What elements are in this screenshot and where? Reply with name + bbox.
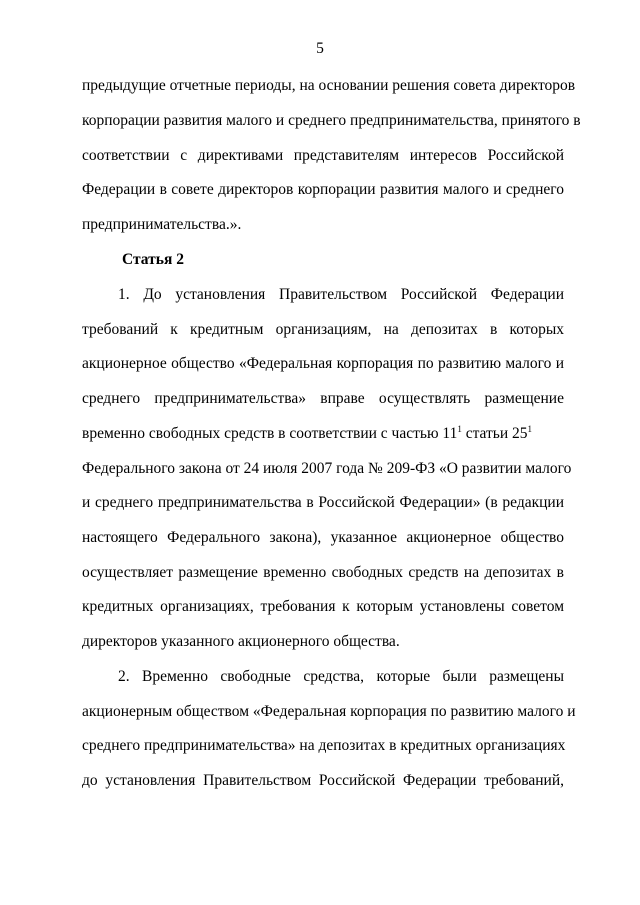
superscript: 1: [527, 424, 533, 434]
page-number: 5: [316, 40, 324, 57]
article-heading: Статья 2: [122, 251, 184, 268]
paragraph-line: осуществляет размещение временно свободных средств на депозитах в: [82, 564, 564, 581]
paragraph-line: до установления Правительством Российской Федерации требований,: [82, 772, 564, 789]
paragraph-line: настоящего Федерального закона), указанное акционерное общество: [82, 529, 564, 546]
paragraph-line: директоров указанного акционерного общества.: [82, 633, 400, 650]
line-text: статьи 25: [461, 425, 528, 442]
paragraph-line: предпринимательства.».: [82, 216, 242, 233]
line-text: временно свободных средств в соответствии с частью 11: [82, 425, 458, 442]
paragraph-line: корпорации развития малого и среднего предпринимательства, принятого в: [82, 112, 581, 129]
paragraph-line: 2. Временно свободные средства, которые были размещены: [118, 668, 564, 685]
paragraph-line: требований к кредитным организациям, на депозитах в которых: [82, 321, 564, 338]
paragraph-line: акционерное общество «Федеральная корпорация по развитию малого и: [82, 355, 564, 372]
paragraph-line-with-superscripts: [82, 424, 564, 444]
paragraph-line: среднего предпринимательства» вправе осуществлять размещение: [82, 390, 564, 407]
paragraph-line: предыдущие отчетные периоды, на основании решения совета директоров: [82, 77, 576, 94]
paragraph-line: Федерации в совете директоров корпорации развития малого и среднего: [82, 181, 564, 198]
paragraph-line: и среднего предпринимательства в Российской Федерации» (в редакции: [82, 494, 564, 511]
superscript: 1: [457, 424, 462, 434]
paragraph-line: Федерального закона от 24 июля 2007 года № 209-ФЗ «О развитии малого: [82, 460, 572, 477]
paragraph-line: среднего предпринимательства» на депозитах в кредитных организациях: [82, 737, 566, 754]
paragraph-line: акционерным обществом «Федеральная корпорация по развитию малого и: [82, 703, 576, 720]
paragraph-line: 1. До установления Правительством Российской Федерации: [118, 286, 564, 303]
paragraph-line: соответствии с директивами представителям интересов Российской: [82, 147, 564, 164]
paragraph-line: кредитных организациях, требования к которым установлены советом: [82, 598, 564, 615]
